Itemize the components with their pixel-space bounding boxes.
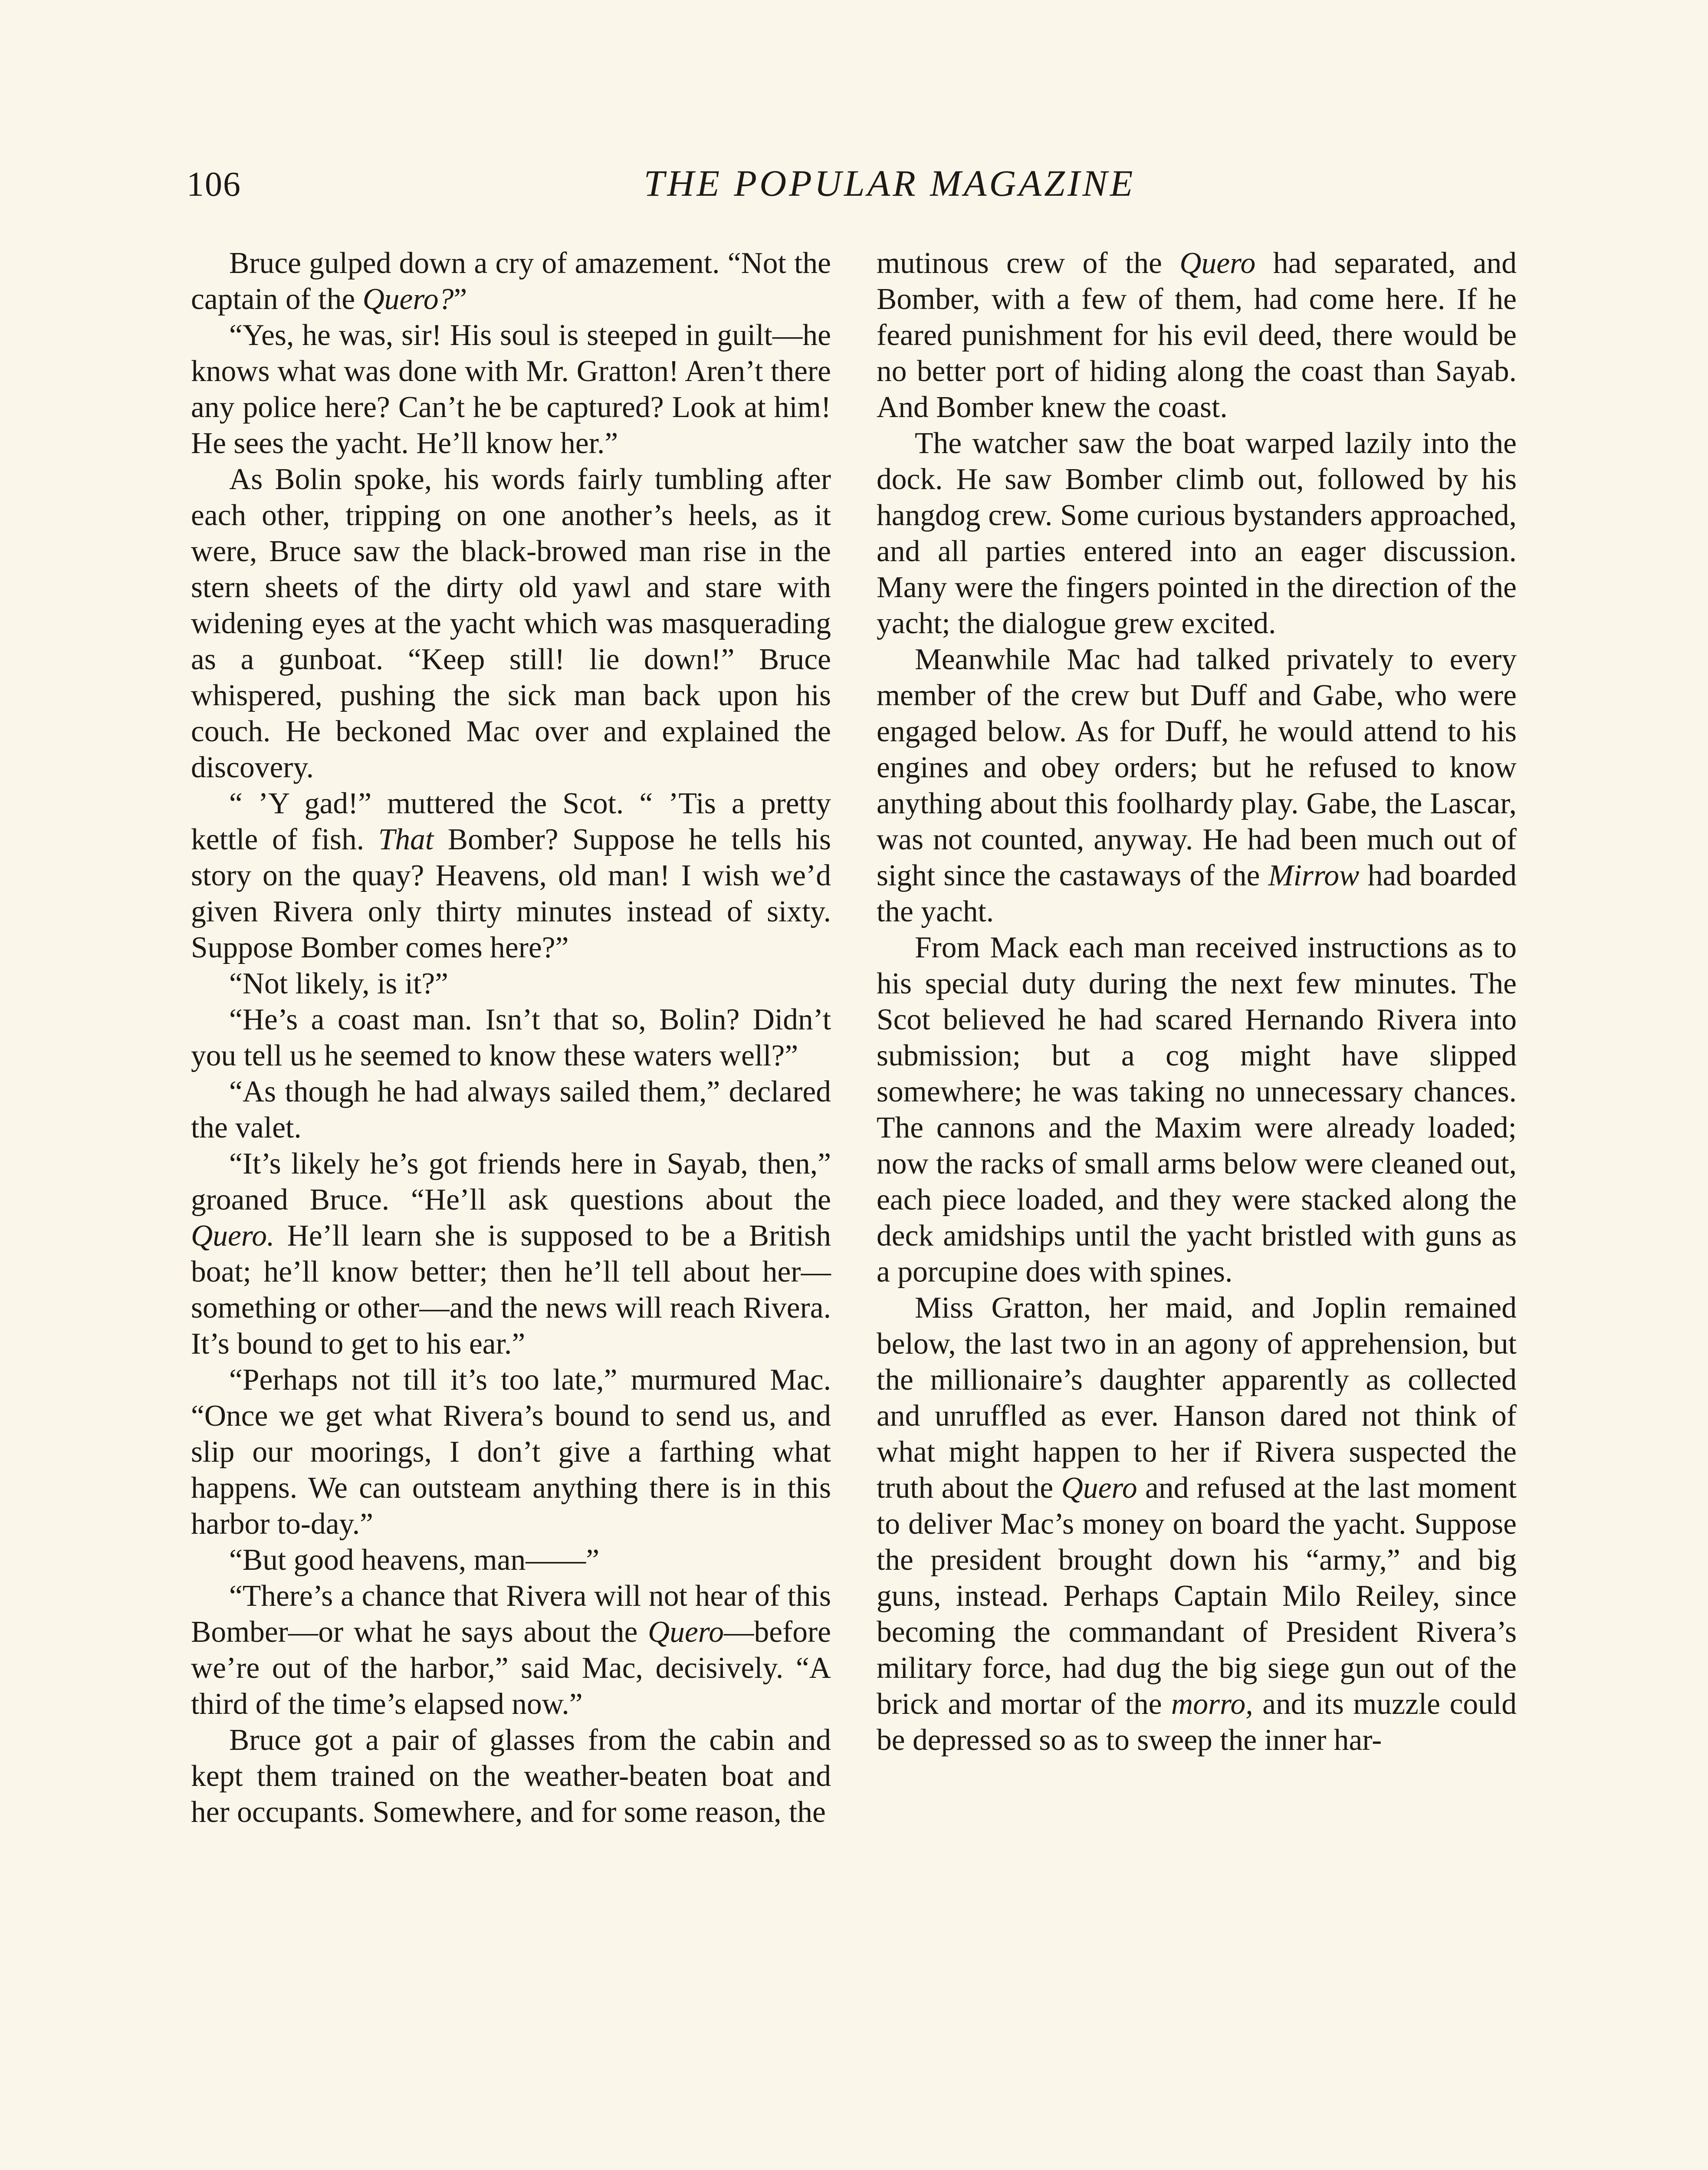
- left-column: [191, 245, 831, 1830]
- italic-text: Mirrow: [1268, 859, 1360, 892]
- page-number: 106: [187, 165, 241, 204]
- paragraph: Bruce gulped down a cry of amazement. “Not the captain of the Quero?”: [191, 247, 831, 316]
- paragraph: The watcher saw the boat warped lazily into the dock. He saw Bomber climb out, followed by his hangdog crew. Some curious bystanders approached, and all parties entered into an eager discussion. Many were the fingers pointed in the direction of the yacht; the dialogue grew excited.: [877, 427, 1517, 640]
- running-head: THE POPULAR MAGAZINE: [644, 162, 1136, 204]
- paragraph: “ ’Y gad!” muttered the Scot. “ ’Tis a pretty kettle of fish. That Bomber? Suppose he tells his story on the quay? Heavens, old man! I wish we’d given Rivera only thirty minutes instead of sixty. Suppose Bomber comes here?”: [191, 787, 831, 964]
- paragraph: Bruce got a pair of glasses from the cabin and kept them trained on the weather-beaten boat and her occupants. Somewhere, and for some reason, the: [191, 1723, 831, 1829]
- paragraph: “Yes, he was, sir! His soul is steeped in guilt—he knows what was done with Mr. Gratton! Aren’t there any police here? Can’t he be captured? Look at him! He sees the yacht. He’ll know her.”: [191, 319, 831, 460]
- paragraph: “Not likely, is it?”: [229, 967, 449, 1000]
- paragraph: “Perhaps not till it’s too late,” murmured Mac. “Once we get what Rivera’s bound to send us, and slip our moorings, I don’t give a farthing what happens. We can outsteam anything there is in this harbor to-day.”: [191, 1363, 831, 1541]
- italic-text: Quero: [1061, 1471, 1137, 1505]
- italic-text: Quero: [1179, 247, 1256, 280]
- paragraph: Miss Gratton, her maid, and Joplin remained below, the last two in an agony of apprehension, but the millionaire’s daughter apparently as collected and unruffled as ever. Hanson dared not think of what might happen to her if Rivera suspected the truth about the Quero and refused at the last moment to deliver Mac’s money on board the yacht. Suppose the president brought down his “army,” and big guns, instead. Perhaps Captain Milo Reiley, since becoming the commandant of President Rivera’s military force, had dug the big siege gun out of the brick and mortar of the morro, and its muzzle could be depressed so as to sweep the inner har-: [877, 1291, 1517, 1757]
- paragraph: Meanwhile Mac had talked privately to every member of the crew but Duff and Gabe, who were engaged below. As for Duff, he would attend to his engines and obey orders; but he refused to know anything about this foolhardy play. Gabe, the Lascar, was not counted, anyway. He had been much out of sight since the castaways of the Mirrow had boarded the yacht.: [877, 643, 1517, 928]
- italic-text: Quero: [648, 1615, 724, 1649]
- italic-text: morro,: [1171, 1687, 1253, 1721]
- paragraph: As Bolin spoke, his words fairly tumbling after each other, tripping on one another’s heels, as it were, Bruce saw the black-browed man rise in the stern sheets of the dirty old yawl and stare with widening eyes at the yacht which was masquerading as a gunboat. “Keep still! lie down!” Bruce whispered, pushing the sick man back upon his couch. He beckoned Mac over and explained the discovery.: [191, 463, 831, 784]
- italic-text: Quero.: [191, 1219, 275, 1253]
- paragraph: “There’s a chance that Rivera will not hear of this Bomber—or what he says about the Quero—before we’re out of the harbor,” said Mac, decisively. “A third of the time’s elapsed now.”: [191, 1579, 831, 1721]
- paragraph: From Mack each man received instructions as to his special duty during the next few minutes. The Scot believed he had scared Hernando Rivera into submission; but a cog might have slipped somewhere; he was taking no unnecessary chances. The cannons and the Maxim were already loaded; now the racks of small arms below were cleaned out, each piece loaded, and they were stacked along the deck amidships until the yacht bristled with guns as a porcupine does with spines.: [877, 931, 1517, 1289]
- italic-text: That: [378, 823, 434, 856]
- paragraph: “But good heavens, man——”: [229, 1543, 600, 1577]
- paragraph: “As though he had always sailed them,” declared the valet.: [191, 1075, 831, 1144]
- italic-text: Quero?: [362, 283, 454, 316]
- right-column: [877, 245, 1517, 1758]
- paragraph: “He’s a coast man. Isn’t that so, Bolin? Didn’t you tell us he seemed to know these waters well?”: [191, 1003, 831, 1072]
- paragraph: mutinous crew of the Quero had separated, and Bomber, with a few of them, had come here. If he feared punishment for his evil deed, there would be no better port of hiding along the coast than Sayab. And Bomber knew the coast.: [877, 247, 1517, 424]
- paragraph: “It’s likely he’s got friends here in Sayab, then,” groaned Bruce. “He’ll ask questions about the Quero. He’ll learn she is supposed to be a British boat; he’ll know better; then he’ll tell about her—something or other—and the news will reach Rivera. It’s bound to get to his ear.”: [191, 1147, 831, 1361]
